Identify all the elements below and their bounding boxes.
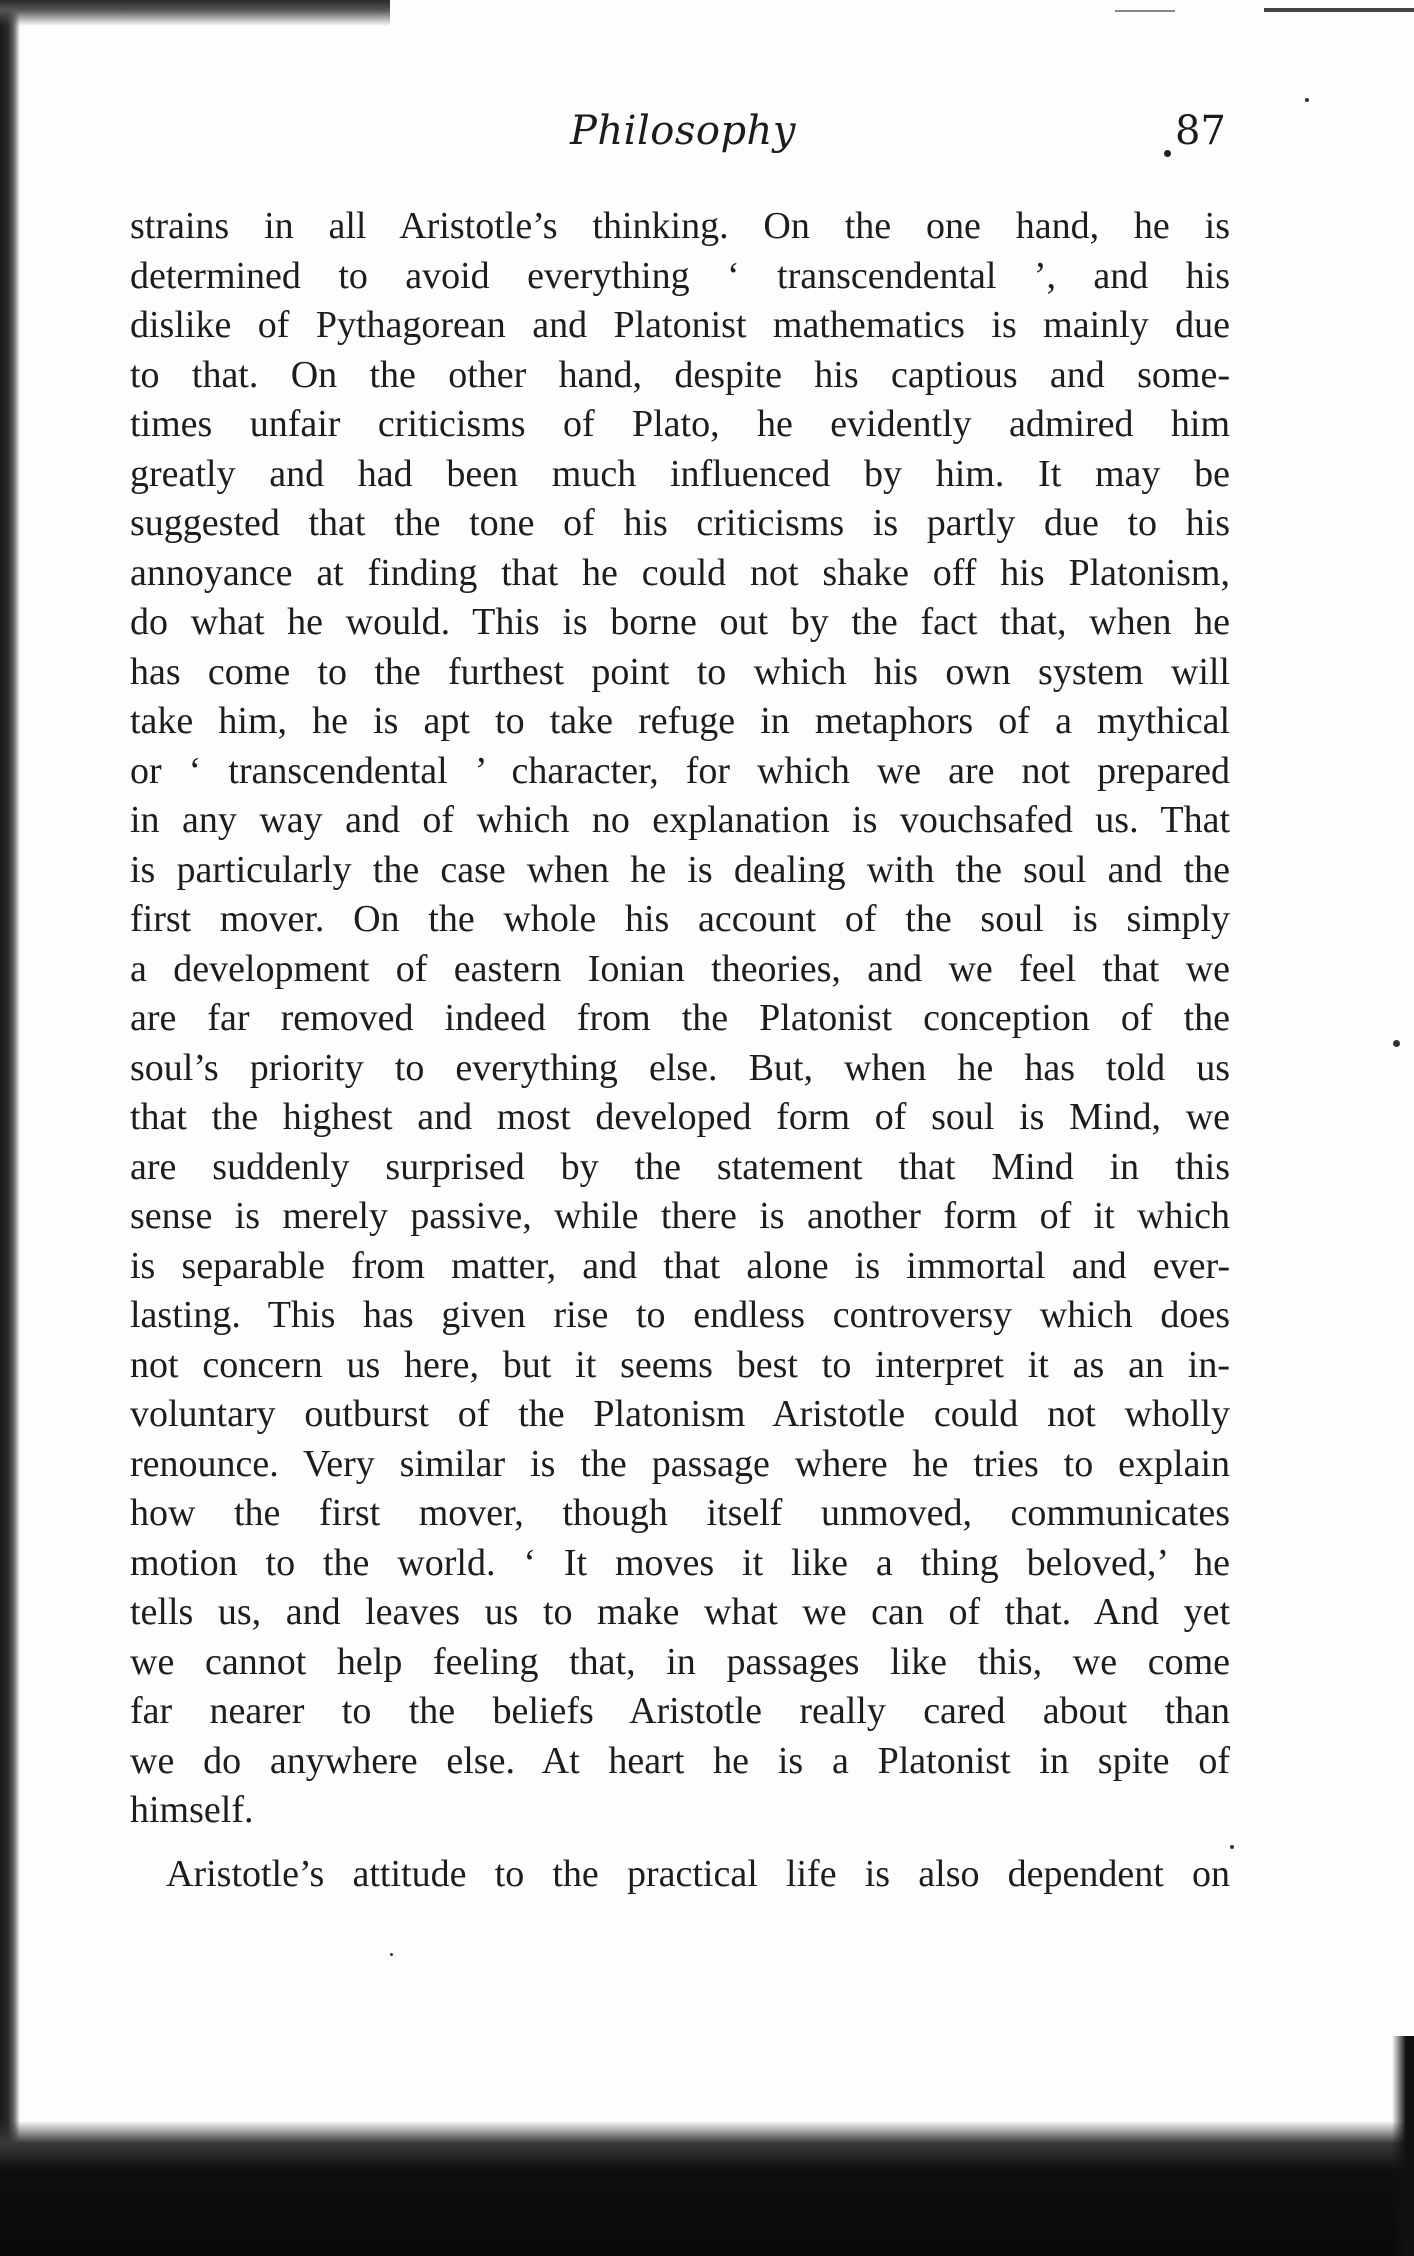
running-title: Philosophy — [570, 108, 796, 154]
scan-edge-top-right — [1264, 8, 1414, 12]
running-head — [130, 108, 1230, 168]
text-line: not concern us here, but it seems best to interpret it as an in- — [130, 1343, 1230, 1386]
text-line: determined to avoid everything ‘ transcendental ’, and his — [130, 254, 1230, 297]
body-text — [130, 202, 1230, 1899]
paragraph-gap — [130, 1836, 1230, 1850]
scan-mark-top — [1115, 10, 1175, 12]
text-line: strains in all Aristotle’s thinking. On the one hand, he is — [130, 205, 1230, 247]
text-line: are far removed indeed from the Platonist conception of the — [130, 997, 1230, 1039]
text-line: we do anywhere else. At heart he is a Platonist in spite of — [130, 1739, 1230, 1782]
text-line: to that. On the other hand, despite his captious and some- — [130, 353, 1230, 396]
text-line: suggested that the tone of his criticisms is partly due to his — [130, 502, 1230, 544]
text-line: dislike of Pythagorean and Platonist mathematics is mainly due — [130, 304, 1230, 346]
text-line: how the first mover, though itself unmoved, communicates — [130, 1492, 1230, 1534]
text-line: a development of eastern Ionian theories, and we feel that we — [130, 947, 1230, 990]
scan-edge-bottom-right — [1392, 2036, 1414, 2256]
text-line: sense is merely passive, while there is another form of it which — [130, 1195, 1230, 1237]
text-line: Aristotle’s attitude to the practical life is also dependent on — [166, 1852, 1230, 1895]
text-line: first mover. On the whole his account of the soul is simply — [130, 898, 1230, 940]
text-line: is particularly the case when he is dealing with the soul and the — [130, 848, 1230, 891]
text-line: voluntary outburst of the Platonism Aristotle could not wholly — [130, 1393, 1230, 1435]
text-line: himself. — [130, 1789, 254, 1831]
text-line: or ‘ transcendental ’ character, for which we are not prepared — [130, 749, 1230, 792]
scan-speck — [1393, 1040, 1400, 1047]
text-line: far nearer to the beliefs Aristotle really cared about than — [130, 1690, 1230, 1732]
text-line: annoyance at finding that he could not shake off his Platonism, — [130, 551, 1230, 594]
text-line: take him, he is apt to take refuge in metaphors of a mythical — [130, 700, 1230, 742]
text-line: renounce. Very similar is the passage where he tries to explain — [130, 1442, 1230, 1485]
text-line: lasting. This has given rise to endless controversy which does — [130, 1294, 1230, 1336]
text-line: times unfair criticisms of Plato, he evidently admired him — [130, 403, 1230, 445]
scan-edge-top — [0, 0, 390, 26]
text-line: is separable from matter, and that alone is immortal and ever- — [130, 1244, 1230, 1287]
scan-edge-bottom — [0, 2121, 1414, 2256]
text-line: greatly and had been much influenced by him. It may be — [130, 452, 1230, 495]
text-line: we cannot help feeling that, in passages like this, we come — [130, 1640, 1230, 1683]
scan-speck — [1230, 1845, 1234, 1849]
text-line: has come to the furthest point to which his own system will — [130, 650, 1230, 693]
scan-edge-left — [0, 0, 20, 2256]
page-number: 87 — [1175, 108, 1226, 154]
text-line: that the highest and most developed form of soul is Mind, we — [130, 1096, 1230, 1138]
page-number-dot — [1164, 150, 1171, 157]
text-line: are suddenly surprised by the statement that Mind in this — [130, 1145, 1230, 1188]
scan-speck — [1305, 98, 1309, 102]
text-line: in any way and of which no explanation is vouchsafed us. That — [130, 799, 1230, 841]
text-line: do what he would. This is borne out by the fact that, when he — [130, 601, 1230, 643]
text-line: soul’s priority to everything else. But, when he has told us — [130, 1046, 1230, 1089]
text-line: tells us, and leaves us to make what we can of that. And yet — [130, 1591, 1230, 1633]
text-line: motion to the world. ‘ It moves it like a thing beloved,’ he — [130, 1541, 1230, 1584]
scan-speck — [390, 1953, 393, 1956]
